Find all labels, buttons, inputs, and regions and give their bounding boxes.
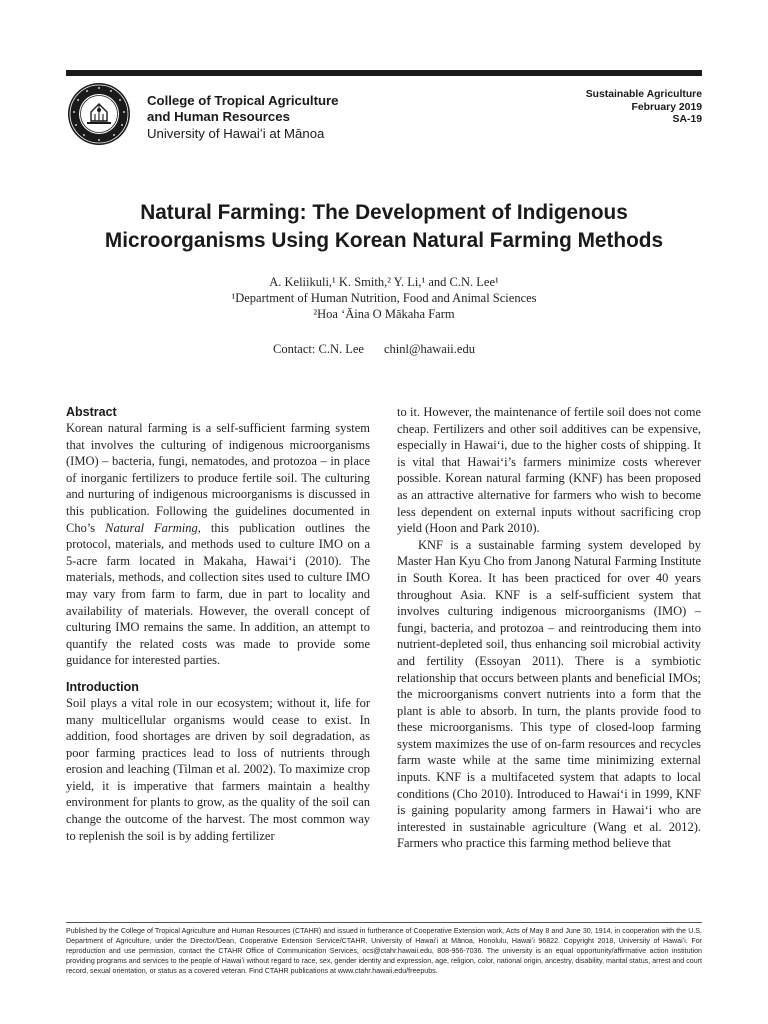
university-name: University of Hawaiʻi at Mānoa bbox=[147, 126, 325, 141]
publication-series-block bbox=[586, 89, 702, 127]
header-rule bbox=[66, 70, 702, 76]
author-block bbox=[66, 274, 702, 322]
title-line2: Microorganisms Using Korean Natural Farming Methods bbox=[104, 229, 664, 252]
publication-date: February 2019 bbox=[631, 101, 702, 113]
abstract-heading: Abstract bbox=[66, 405, 117, 419]
institution-block bbox=[147, 93, 339, 142]
introduction-heading: Introduction bbox=[66, 679, 139, 694]
series-name: Sustainable Agriculture bbox=[585, 89, 702, 100]
introduction-paragraph-1-continued: to it. However, the maintenance of fertile soil does not come cheap. Fertilizers and other soil additives can be expensive, especially in Hawaiʻi, due to the higher costs of shipping. It is vital that Hawaiʻi’s farmers minimize costs wherever possible. Korean natural farming (KNF) has been proposed as an attractive alternative for farmers who wish to become less dependent on external inputs without sacrificing crop yield (Hoon and Park 2010). bbox=[397, 405, 701, 536]
contact-email[interactable]: chinl@hawaii.edu bbox=[383, 342, 475, 356]
publication-code: SA-19 bbox=[672, 114, 702, 125]
left-column bbox=[66, 404, 370, 844]
abstract-text-part1: Korean natural farming is a self-sufficient farming system that involves the culturing of indigenous microorganisms (IMO) – bacteria, fungi, nematodes, and protozoa – in place of inorganic fertilizers to produce fertile soil. The culturing and nurturing of indigenous microorganisms is discussed in this publication. Following the guidelines documented in Cho’s bbox=[66, 421, 370, 535]
abstract-book-title: Natural Farming bbox=[105, 520, 198, 535]
institution-name-line1: College of Tropical Agriculture bbox=[147, 93, 339, 108]
affiliation-2: ²Hoa ʻĀina O Mākaha Farm bbox=[313, 307, 455, 321]
document-title bbox=[66, 199, 702, 255]
contact-label: Contact: C.N. Lee bbox=[273, 342, 364, 356]
author-names: A. Keliikuli,¹ K. Smith,² Y. Li,¹ and C.N. Lee¹ bbox=[269, 275, 499, 289]
university-seal-icon bbox=[67, 82, 131, 146]
abstract-text-part2: , this publication outlines the protocol, materials, and methods used to culture IMO on a 5-acre farm located in Makaha, Hawaiʻi (2010). The materials, methods, and collection sites used to culture IMO may vary from farm to farm, due in part to locality and availability of materials. However, the overall concept of culturing IMO remains the same. In addition, an attempt to quantify the related costs was made to provide some guidance for interested parties. bbox=[66, 520, 370, 668]
institution-name-line2: and Human Resources bbox=[147, 109, 290, 124]
affiliation-1: ¹Department of Human Nutrition, Food and Animal Sciences bbox=[231, 291, 537, 305]
introduction-paragraph-1: Soil plays a vital role in our ecosystem; without it, life for many multicellular organisms would cease to exist. In addition, food shortages are driven by soil degradation, as poor farming practices lead to loss of nutrients through erosion and leaching (Tilman et al. 2002). To maximize crop yield, it is imperative that farmers maintain a healthy environment for plants to grow, as the quality of the soil can change the outcome of the harvest. The most common way to replenish the soil is by adding fertilizer bbox=[66, 695, 370, 843]
footer-notice: Published by the College of Tropical Agriculture and Human Resources (CTAHR) and issued in furtherance of Cooperative Extension work, Acts of May 8 and June 30, 1914, in cooperation with the U.S. Department of Agriculture, under the Director/Dean, Cooperative Extension Service/CTAHR, University of Hawaiʻi at Mānoa, Honolulu, Hawaiʻi 96822. Copyright 2018, University of Hawaiʻi. For reproduction and use permission, contact the CTAHR Office of Communication Services, ocs@ctahr.hawaii.edu, 808-956-7036. The university is an equal opportunity/affirmative action institution providing programs and services to the people of Hawaiʻi without regard to race, sex, gender identity and expression, age, religion, color, national origin, ancestry, disability, marital status, arrest and court record, sexual orientation, or status as a covered veteran. Find CTAHR publications at www.ctahr.hawaii.edu/freepubs. bbox=[66, 927, 702, 976]
abstract-text bbox=[66, 420, 370, 669]
right-column bbox=[397, 404, 701, 852]
introduction-paragraph-2: KNF is a sustainable farming system developed by Master Han Kyu Cho from Janong Natural Farming Institute in South Korea. It has been practiced for over 40 years throughout Asia. KNF is a self-sufficient system that involves culturing indigenous microorganisms (IMO) – fungi, bacteria, and protozoa – and reintroducing them into nutrient-depleted soil, thus enhancing soil microbial activity and fertility (Essoyan 2011). There is a symbiotic relationship that occurs between plants and beneficial IMOs; the microorganisms convert nutrients into a form that the plant is able to absorb. In turn, the plants provide food to these microorganisms. This type of closed-loop farming system maximizes the use of on-farm resources and recycles farm waste while at the same time minimizing external inputs. KNF is a multifaceted system that adapts to local conditions (Cho 2010). Introduced to Hawaiʻi in 1999, KNF is gaining popularity among farmers in Hawaiʻi who are interested in sustainable agriculture (Wang et al. 2012). Farmers who practice this farming method believe that bbox=[397, 537, 701, 851]
contact-line bbox=[273, 341, 475, 357]
title-line1: Natural Farming: The Development of Indigenous bbox=[140, 201, 628, 224]
footer-rule bbox=[66, 922, 702, 923]
